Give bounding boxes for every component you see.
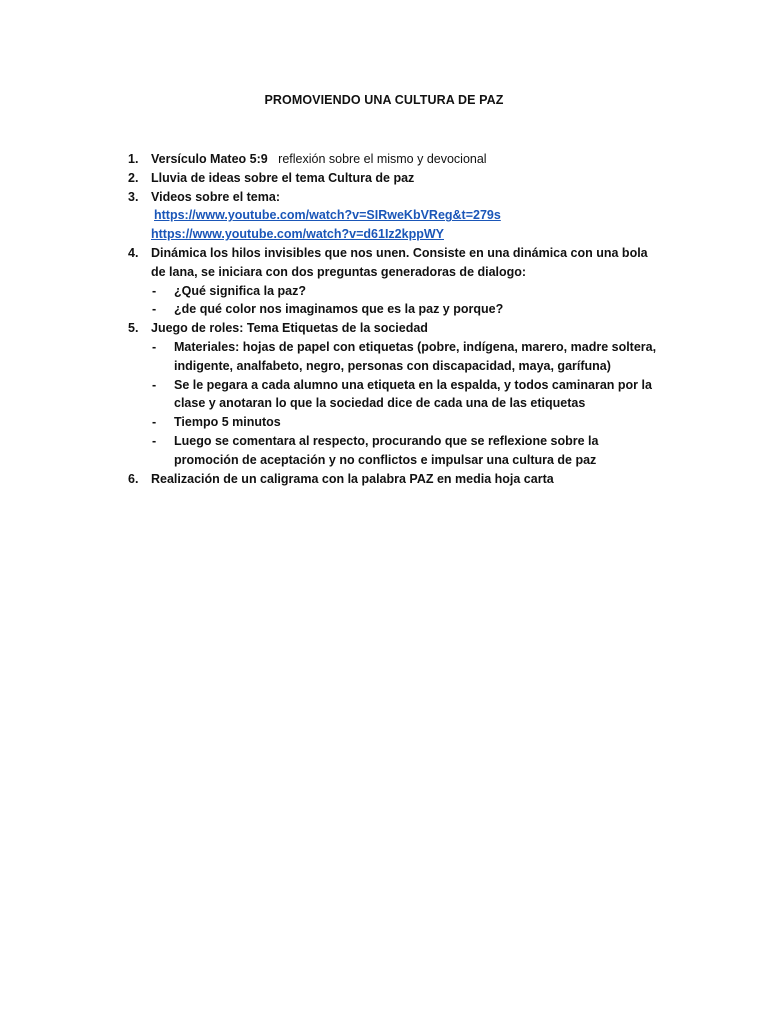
list-item-6 bbox=[128, 470, 658, 489]
sub-item bbox=[151, 413, 658, 432]
item-bold-text: Versículo Mateo 5:9 bbox=[151, 152, 268, 166]
list-item-1 bbox=[128, 150, 658, 169]
sub-item-text: Tiempo 5 minutos bbox=[174, 415, 281, 430]
list-number: 6. bbox=[128, 471, 139, 486]
list-item-3 bbox=[128, 188, 658, 244]
dash-bullet: - bbox=[152, 339, 157, 354]
sub-item bbox=[151, 432, 658, 470]
sub-item-text: Se le pegara a cada alumno una etiqueta en la espalda, y todos caminaran por la clase y anotaran lo que la sociedad dice de cada una de las etiquetas bbox=[174, 377, 652, 411]
dash-bullet: - bbox=[152, 433, 157, 448]
dash-bullet: - bbox=[152, 415, 157, 430]
sub-item bbox=[151, 282, 658, 301]
list-number: 1. bbox=[128, 152, 139, 166]
dash-bullet: - bbox=[152, 283, 157, 298]
document-title: PROMOVIENDO UNA CULTURA DE PAZ bbox=[264, 93, 504, 107]
dash-bullet: - bbox=[152, 377, 157, 392]
item-text: Videos sobre el tema: bbox=[151, 189, 280, 204]
sub-item-text: Luego se comentara al respecto, procurando que se reflexione sobre la promoción de aceptación y no conflictos e impulsar una cultura de paz bbox=[174, 433, 599, 467]
list-item-2 bbox=[128, 169, 658, 188]
sub-item bbox=[151, 300, 658, 319]
sub-item bbox=[151, 376, 658, 414]
dash-bullet: - bbox=[152, 302, 157, 317]
sub-item-text: Materiales: hojas de papel con etiquetas (pobre, indígena, marero, madre soltera, indigente, analfabeto, negro, personas con discapacidad, maya, garífuna) bbox=[174, 339, 657, 373]
sub-item bbox=[151, 338, 658, 376]
item-text: Lluvia de ideas sobre el tema Cultura de paz bbox=[151, 170, 415, 185]
list-number: 5. bbox=[128, 321, 139, 336]
list-number: 4. bbox=[128, 245, 139, 260]
sub-item-text: ¿de qué color nos imaginamos que es la paz y porque? bbox=[174, 302, 504, 317]
item-normal-content: reflexión sobre el mismo y devocional bbox=[278, 152, 487, 166]
youtube-link-1[interactable]: https://www.youtube.com/watch?v=SIRweKbVReg&t=279s bbox=[154, 208, 501, 223]
list-item-4 bbox=[128, 244, 658, 319]
item-normal-text bbox=[271, 152, 486, 166]
list-number: 2. bbox=[128, 170, 139, 185]
list-item-5 bbox=[128, 319, 658, 469]
youtube-link-2[interactable]: https://www.youtube.com/watch?v=d61Iz2kppWY bbox=[151, 227, 444, 242]
activity-list bbox=[128, 150, 658, 488]
list-number: 3. bbox=[128, 189, 139, 204]
sub-item-text: ¿Qué significa la paz? bbox=[174, 283, 306, 298]
item-text: Realización de un caligrama con la palabra PAZ en media hoja carta bbox=[151, 471, 554, 486]
item-text: Dinámica los hilos invisibles que nos unen. Consiste en una dinámica con una bola de lana, se iniciara con dos preguntas generadoras de dialogo: bbox=[151, 245, 648, 279]
item-text: Juego de roles: Tema Etiquetas de la sociedad bbox=[151, 321, 428, 336]
